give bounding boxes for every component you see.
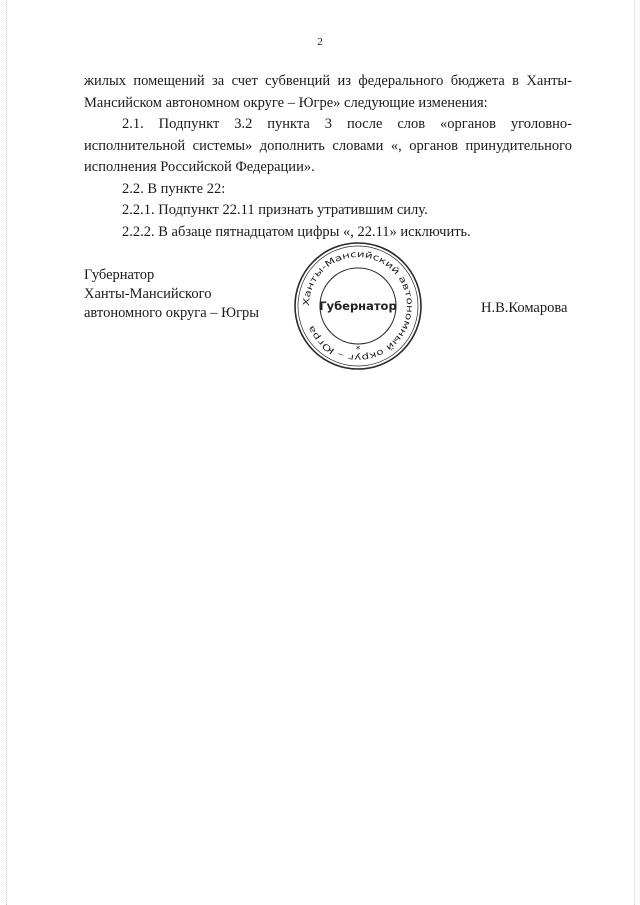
document-body — [84, 71, 572, 243]
scan-edge-left — [6, 0, 8, 905]
paragraph-2-1: 2.1. Подпункт 3.2 пункта 3 после слов «органов уголовно-исполнительной системы» дополнить словами «, органов принудительного исполнения Российской Федерации». — [84, 116, 572, 175]
seal-center-text: Губернатор — [319, 299, 397, 313]
signatory-title-line: Губернатор — [84, 267, 155, 283]
scan-edge-right — [634, 0, 636, 905]
page-number: 2 — [317, 36, 323, 48]
signatory-name: Н.В.Комарова — [481, 300, 568, 316]
seal-star-mark: * — [355, 345, 361, 355]
signatory-title-line: автономного округа – Югры — [84, 305, 260, 321]
paragraph-2-2: 2.2. В пункте 22: — [122, 180, 226, 197]
paragraph-continuation: жилых помещений за счет субвенций из федерального бюджета в Ханты-Мансийском автономном округе – Югре» следующие изменения: — [84, 73, 572, 111]
seal-ring-text: Ханты-Мансийский автономный округ – Югра — [301, 249, 415, 363]
signatory-title — [84, 266, 259, 323]
official-seal — [292, 240, 424, 372]
signatory-title-line: Ханты-Мансийского — [84, 286, 212, 302]
paragraph-2-2-1: 2.2.1. Подпункт 22.11 признать утратившим силу. — [122, 202, 428, 218]
paragraph-2-2-2: 2.2.2. В абзаце пятнадцатом цифры «, 22.11» исключить. — [122, 223, 471, 240]
